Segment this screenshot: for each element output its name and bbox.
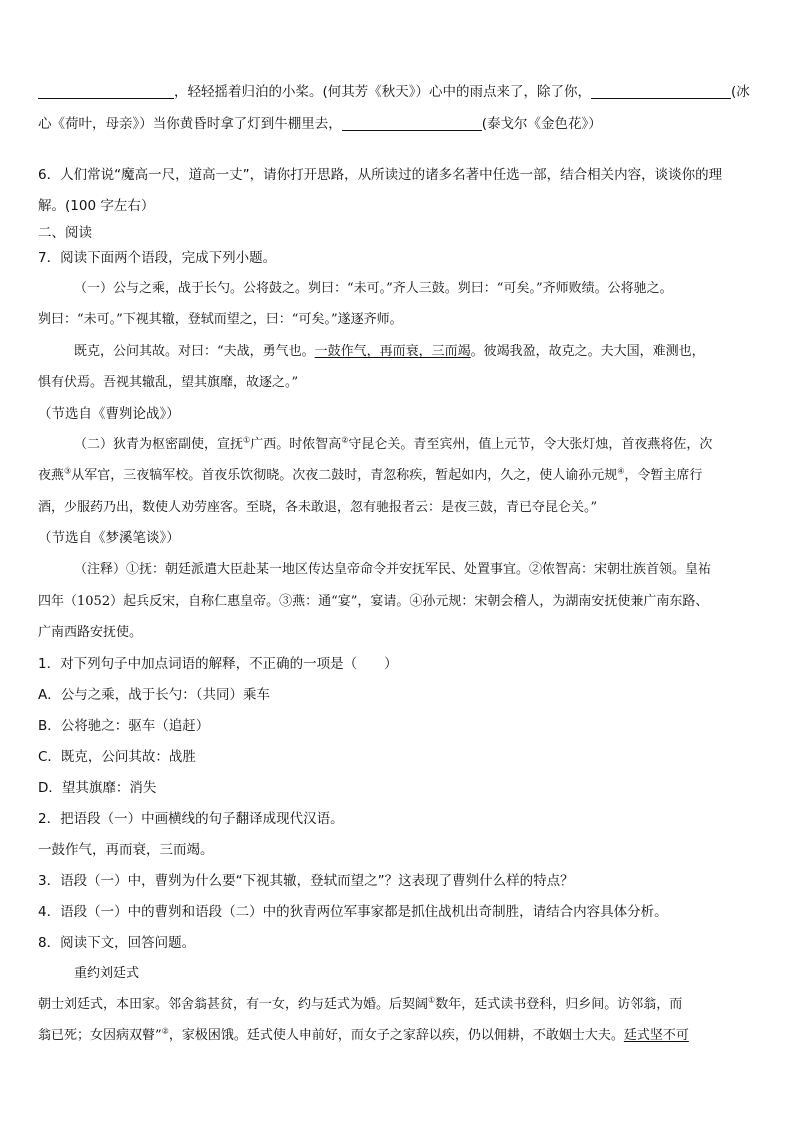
- sub-question-4: 4．语段（一）中的曹刿和语段（二）中的狄青两位军事家都是抓住战机出奇制胜，请结合内容具体分析。: [38, 904, 668, 920]
- option-a: A．公与之乘，战于长勺：（共同）乘车: [38, 687, 270, 703]
- passage-1-line-2: 刿曰：“未可。”下视其辙，登轼而望之，曰：“可矣。”遂逐齐师。: [38, 312, 403, 327]
- fill-line-2: 心《荷叶，母亲》）当你黄昏时拿了灯到牛棚里去， (泰戈尔《金色花》）: [38, 116, 602, 132]
- sub-question-3: 3．语段（一）中，曹刿为什么要“下视其辙，登轼而望之”？这表现了曹刿什么样的特点？: [38, 873, 574, 889]
- sub-question-2-text: 一鼓作气，再而衰，三而竭。: [38, 842, 214, 858]
- passage-3-line-2: 翁已死；女因病双瞽”②，家极困饿。廷式使人申前好，而女子之家辞以疾，仍以佣耕，不敢姻士大夫。廷式坚不可: [38, 1026, 689, 1043]
- sub-question-2: 2．把语段（一）中画横线的句子翻译成现代汉语。: [38, 811, 344, 827]
- underlined-sentence: 一鼓作气，再而衰，三而竭: [314, 344, 471, 359]
- passage-1-line-4: 惧有伏焉。吾视其辙乱，望其旗靡，故逐之。”: [38, 375, 299, 390]
- passage-1-line-1: （一）公与之乘，战于长勺。公将鼓之。刿曰：“未可。”齐人三鼓。刿曰：“可矣。”齐师败绩。公将驰之。: [74, 281, 673, 296]
- passage-2-line-2: 夜燕③从军官，三夜犒军校。首夜乐饮彻晓。次夜二鼓时，青忽称疾，暂起如内，久之，使人谕孙元规④，令暂主席行: [38, 466, 703, 483]
- passage-1-line-3: 既克，公问其故。对曰：“夫战，勇气也。一鼓作气，再而衰，三而竭。彼竭我盈，故克之。夫大国，难测也，: [74, 344, 705, 359]
- source-mengxibitan: （节选自《梦溪笔谈》）: [38, 530, 180, 546]
- answer-blank[interactable]: [38, 84, 174, 99]
- question-7-title: 7．阅读下面两个语段，完成下列小题。: [38, 250, 277, 266]
- note-line-1: （注释）①抚：朝廷派遣大臣赴某一地区传达皇帝命令并安抚军民、处置事宜。②侬智高：宋朝壮族首领。皇祐: [74, 562, 712, 577]
- question-6-line-2: 解。(100 字左右）: [38, 198, 155, 214]
- answer-blank[interactable]: [342, 116, 482, 131]
- option-b: B．公将驰之：驱车（追赶）: [38, 718, 210, 734]
- fill-line-1: ，轻轻摇着归泊的小桨。(何其芳《秋天》）心中的雨点来了，除了你， (冰: [38, 83, 756, 101]
- note-line-3: 广南西路安抚使。: [38, 625, 143, 640]
- option-d: D．望其旗靡：消失: [38, 780, 157, 796]
- source-caozhuilunzhan: （节选自《曹刿论战》）: [38, 406, 180, 422]
- note-line-2: 四年（1052）起兵反宋，自称仁惠皇帝。③燕：通“宴”，宴请。④孙元规：宋朝会稽人，为湖南安抚使兼广南东路、: [38, 594, 709, 609]
- passage-2-line-3: 酒，少服药乃出，数使人劝劳座客。至晓，各未敢退，忽有驰报者云：是夜三鼓，青已夺昆仑关。”: [38, 500, 598, 515]
- sub-question-1: 1．对下列句子中加点词语的解释，不正确的一项是（ ）: [38, 656, 398, 672]
- answer-blank[interactable]: [591, 84, 731, 99]
- section-heading-reading: 二、阅读: [38, 225, 92, 241]
- underlined-sentence: 廷式坚不可: [623, 1028, 689, 1043]
- passage-2-line-1: （二）狄青为枢密副使，宣抚①广西。时侬智高②守昆仑关。青至宾州，值上元节，令大张灯烛，首夜燕将佐，次: [74, 435, 713, 452]
- question-8-title: 8．阅读下文，回答问题。: [38, 935, 196, 951]
- option-c: C．既克，公问其故：战胜: [38, 749, 196, 765]
- question-6-line-1: 6．人们常说“魔高一尺，道高一丈”，请你打开思路，从所读过的诸多名著中任选一部，结合相关内容，谈谈你的理: [38, 167, 723, 183]
- passage-3-heading: 重约刘廷式: [74, 966, 140, 981]
- passage-3-line-1: 朝士刘廷式，本田家。邻舍翁甚贫，有一女，约与廷式为婚。后契阔①数年，廷式读书登科，归乡间。访邻翁，而: [38, 995, 683, 1012]
